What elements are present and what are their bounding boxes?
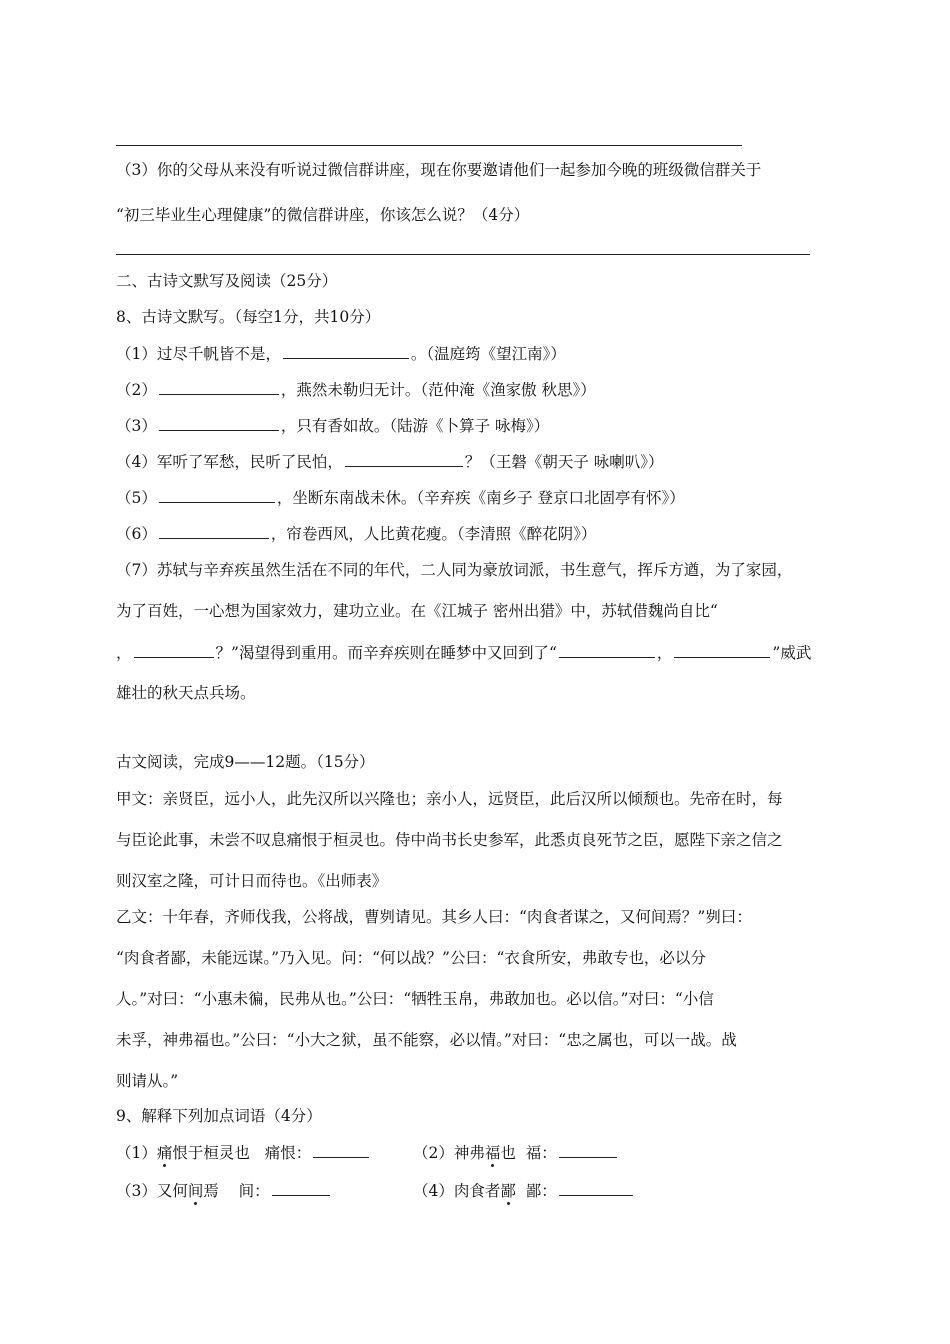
- fill-blank[interactable]: [345, 451, 463, 467]
- recite-item-3: [116, 415, 549, 436]
- blank-comma: ，: [656, 644, 673, 662]
- recite-item-7-line2: 为了百姓，一心想为国家效力，建功立业。在《江城子 密州出猎》中，苏轼借魏尚自比“: [116, 602, 718, 620]
- dotted-word: 福: [484, 1144, 501, 1162]
- fill-blank[interactable]: [159, 487, 275, 503]
- fill-blank[interactable]: [313, 1142, 369, 1158]
- recite-item-7-line3: [116, 642, 811, 663]
- passage-yi-line: 人。”对曰：“小惠未徧，民弗从也。”公曰：“牺牲玉帛，弗敢加也。必以信。”对曰：“小信: [116, 990, 714, 1008]
- fill-blank[interactable]: [272, 1180, 330, 1196]
- item-prefix: （3）: [116, 417, 157, 435]
- question-9-title: 9、解释下列加点词语（4分）: [116, 1107, 322, 1125]
- fill-blank[interactable]: [283, 343, 409, 359]
- passage-yi-line: 乙文：十年春，齐师伐我，公将战，曹刿请见。其乡人曰：“肉食者谋之，又何间焉？”刿曰：: [116, 908, 752, 926]
- item-prefix: （2）: [116, 381, 157, 399]
- item-suffix: ，只有香如故。（陆游《卜算子 咏梅》）: [280, 417, 550, 435]
- question-7-3-line2: “初三毕业生心理健康”的微信群讲座，你该怎么说？（4分）: [116, 206, 530, 224]
- item-prefix: （4）军听了军愁，民听了民怕，: [116, 453, 343, 471]
- q9-item-1: （1）痛恨于桓灵也 痛恨：: [116, 1144, 371, 1162]
- recite-item-7-line4: 雄壮的秋天点兵场。: [116, 684, 256, 702]
- dotted-word: 痛: [156, 1144, 173, 1162]
- fill-blank[interactable]: [559, 1142, 617, 1158]
- passage-jia-line: 则汉室之隆，可计日而待也。《出师表》: [116, 872, 388, 890]
- section-title: 二、古诗文默写及阅读（25分）: [116, 272, 338, 290]
- item-prefix: （1）过尽千帆皆不是，: [116, 345, 281, 363]
- fill-blank[interactable]: [159, 379, 279, 395]
- item-suffix: ，帘卷西风，人比黄花瘦。（李清照《醉花阴》）: [270, 525, 597, 543]
- fill-blank[interactable]: [559, 1180, 633, 1196]
- fill-blank[interactable]: [559, 642, 655, 658]
- passage-yi-line: 未孚，神弗福也。”公曰：“小大之狱，虽不能察，必以情。”对曰：“忠之属也，可以一战。战: [116, 1031, 737, 1049]
- fill-blank[interactable]: [674, 642, 770, 658]
- blank-comma: ，: [116, 644, 132, 662]
- fill-blank[interactable]: [159, 523, 269, 539]
- item-suffix: ？（王磐《朝天子 咏喇叭》）: [464, 453, 664, 471]
- passage-yi-line: 则请从。”: [116, 1072, 179, 1090]
- recite-item-7-line1: （7）苏轼与辛弃疾虽然生活在不同的年代，二人同为豪放词派，书生意气，挥斥方遒，为了家园，: [116, 561, 793, 579]
- item-suffix: ，燕然未勒归无计。（范仲淹《渔家傲 秋思》）: [280, 381, 596, 399]
- q9-item-3: （3）又何间焉 间：: [116, 1182, 332, 1200]
- item-prefix: （5）: [116, 489, 157, 507]
- recite-item-6: [116, 523, 596, 544]
- q9-row-2: [116, 1180, 716, 1201]
- dotted-word: 间: [187, 1182, 204, 1200]
- q9-item-4: （4）肉食者鄙 鄙：: [413, 1180, 635, 1201]
- recite-item-1: [116, 343, 566, 364]
- item-text: ”威武: [772, 644, 812, 662]
- answer-line: [116, 254, 810, 255]
- item-text: ？”渴望得到重用。而辛弃疾则在睡梦中又回到了“: [215, 644, 557, 662]
- q9-row-1: [116, 1142, 716, 1163]
- answer-line: [116, 145, 742, 146]
- recite-item-4: [116, 451, 664, 472]
- fill-blank[interactable]: [134, 642, 214, 658]
- passage-jia-line: 甲文：亲贤臣，远小人，此先汉所以兴隆也；亲小人，远贤臣，此后汉所以倾颓也。先帝在时，每: [116, 790, 783, 808]
- dotted-word: 鄙: [500, 1182, 516, 1200]
- item-suffix: ，坐断东南战未休。（辛弃疾《南乡子 登京口北固亭有怀》）: [276, 489, 685, 507]
- passage-jia-line: 与臣论此事，未尝不叹息痛恨于桓灵也。侍中尚书长史参军，此悉贞良死节之臣，愿陛下亲之信之: [116, 831, 783, 849]
- item-prefix: （6）: [116, 525, 157, 543]
- recite-item-2: [116, 379, 596, 400]
- recite-item-5: [116, 487, 685, 508]
- reading-title: 古文阅读，完成9——12题。（15分）: [116, 753, 375, 771]
- question-7-3-line1: （3）你的父母从来没有听说过微信群讲座，现在你要邀请他们一起参加今晚的班级微信群关于: [116, 161, 762, 179]
- fill-blank[interactable]: [159, 415, 279, 431]
- q9-item-2: （2）神弗福也 福：: [413, 1142, 619, 1163]
- item-suffix: 。（温庭筠《望江南》）: [410, 345, 566, 363]
- question-8-title: 8、古诗文默写。（每空1分，共10分）: [116, 308, 381, 326]
- passage-yi-line: “肉食者鄙，未能远谋。”乃入见。问：“何以战？”公曰：“衣食所安，弗敢专也，必以分: [116, 949, 706, 967]
